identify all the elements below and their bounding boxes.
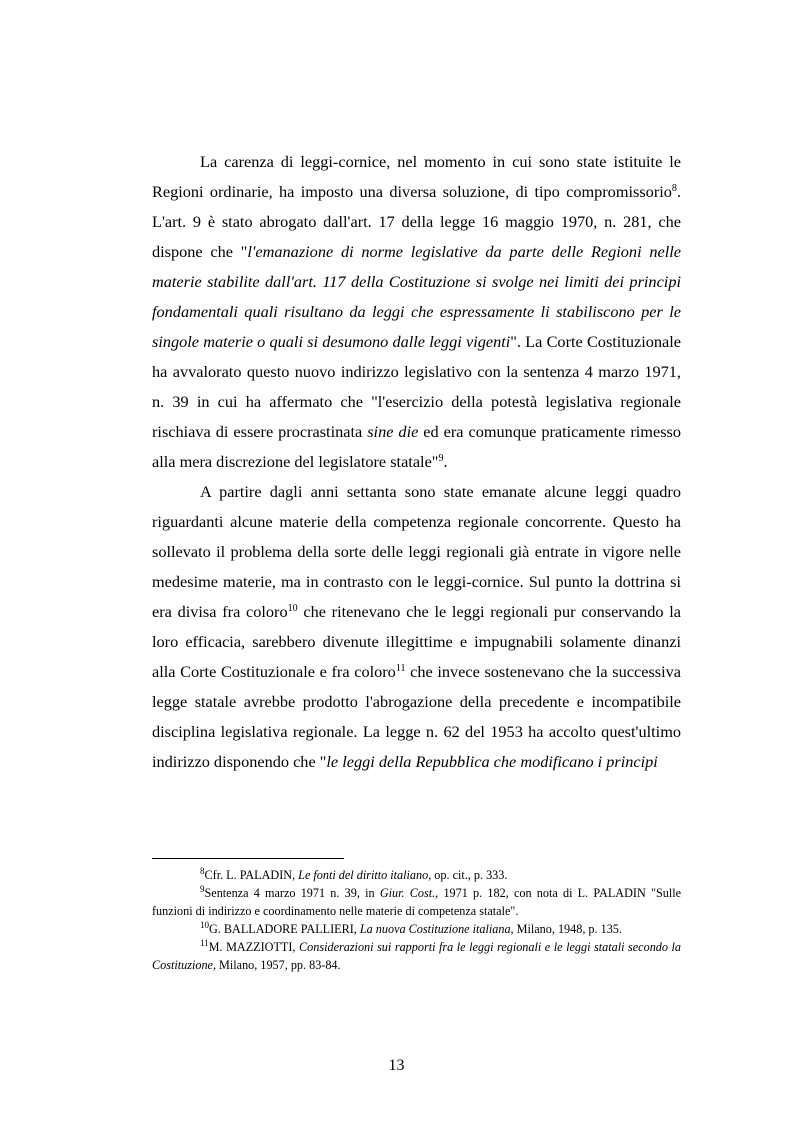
latin-phrase: sine die <box>367 422 419 441</box>
footnote-title: Le fonti del diritto italiano <box>298 868 429 882</box>
text-run: che invece sostenevano che la successiva legge statale avrebbe prodotto l'abrogazione della precedente e incompatibile disciplina legislativa regionale. La legge n. 62 del 1953 ha accolto quest'ultimo indirizzo disponendo che " <box>152 662 682 771</box>
footnote-title: Giur. Cost. <box>379 886 436 900</box>
quoted-law-text: le leggi della Repubblica che modificano i principi <box>326 752 658 771</box>
footnote-number: 9 <box>200 884 205 894</box>
footnote-title: Considerazioni sui rapporti fra le leggi regionali e le leggi statali secondo la Costituzione, <box>152 940 681 972</box>
page-number: 13 <box>388 1057 405 1074</box>
footnote-number: 10 <box>200 920 209 930</box>
text-run: ". La Corte Costituzionale ha avvalorato questo nuovo indirizzo legislativo con la sentenza 4 marzo 1971, n. 39 in cui ha affermato che "l'esercizio della potestà legislativa regionale rischiava di essere procrastinata <box>152 332 681 441</box>
quoted-law-text: l'emanazione di norme legislative da parte delle Regioni nelle materie stabilite dall'art. 117 della Costituzione si svolge nei limiti dei principi fondamentali quali risultano da leggi che espressamente li stabiliscono per le singole materie o quali si desumono dalle leggi vigenti <box>152 242 681 351</box>
text-run: ed era comunque praticamente rimesso alla mera discrezione del legislatore statale" <box>152 422 682 471</box>
footnote-separator <box>152 858 344 859</box>
footnote-text: , Milano, 1948, p. 135. <box>510 922 622 936</box>
paragraph-2 <box>152 477 681 777</box>
paragraph-1 <box>152 147 681 477</box>
footnote-ref-8: 8 <box>671 183 677 194</box>
footnote-ref-11: 11 <box>395 663 406 674</box>
footnote-text: Sentenza 4 marzo 1971 n. 39, in <box>204 886 380 900</box>
footnote-10 <box>152 920 681 938</box>
text-run: La carenza di leggi-cornice, nel momento in cui sono state istituite le Regioni ordinarie, ha imposto una diversa soluzione, di tipo compromissorio <box>152 152 681 201</box>
footnote-9 <box>152 884 681 920</box>
footnote-text: M. MAZZIOTTI, <box>208 940 300 954</box>
text-run: A partire dagli anni settanta sono state emanate alcune leggi quadro riguardanti alcune materie della competenza regionale concorrente. Questo ha sollevato il problema della sorte delle leggi regionali già entrate in vigore nelle medesime materie, ma in contrasto con le leggi-cornice. Sul punto la dottrina si era divisa fra coloro <box>152 482 681 621</box>
body-text <box>152 147 681 777</box>
footnote-text: , 1971 p. 182, con nota di L. PALADIN "Sulle funzioni di indirizzo e coordinamento nelle materie di competenza statale". <box>152 886 682 918</box>
footnote-title: La nuova Costituzione italiana <box>359 922 511 936</box>
footnote-text: G. BALLADORE PALLIERI, <box>209 922 360 936</box>
footnote-text: , op. cit., p. 333. <box>428 868 508 882</box>
footnote-ref-10: 10 <box>287 603 298 614</box>
text-run: . <box>443 452 448 471</box>
footnote-number: 8 <box>200 866 205 876</box>
footnote-11 <box>152 938 681 974</box>
text-run: . L'art. 9 è stato abrogato dall'art. 17 della legge 16 maggio 1970, n. 281, che dispone che " <box>152 182 681 261</box>
text-run: che ritenevano che le leggi regionali pur conservando la loro efficacia, sarebbero divenute illegittime e impugnabili solamente dinanzi alla Corte Costituzionale e fra coloro <box>152 602 682 681</box>
footnote-text: Cfr. L. PALADIN, <box>204 868 299 882</box>
footnote-number: 11 <box>200 938 209 948</box>
footnotes <box>152 866 681 974</box>
footnote-ref-9: 9 <box>438 453 444 464</box>
footnote-text: Milano, 1957, pp. 83-84. <box>216 958 341 972</box>
footnote-8 <box>152 866 681 884</box>
